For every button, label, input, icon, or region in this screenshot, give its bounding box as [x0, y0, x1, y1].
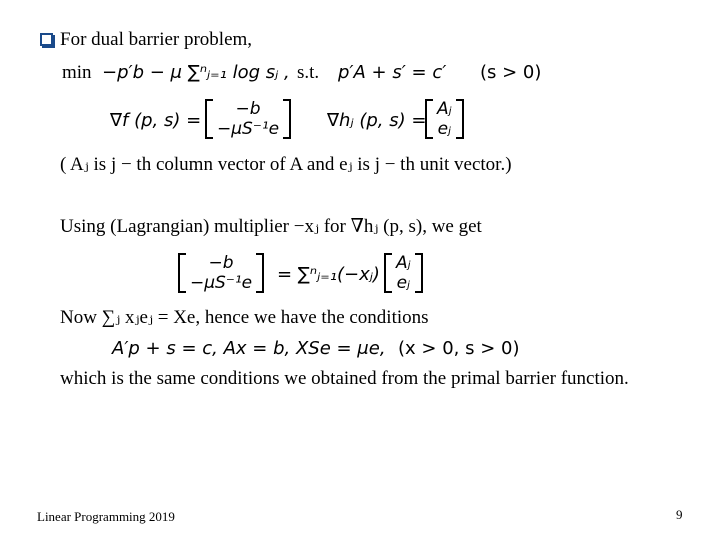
footer-course: Linear Programming 2019	[37, 509, 175, 524]
equation-lhs-matrix	[178, 253, 264, 293]
objective-min: min	[62, 62, 92, 83]
constraint-condition: (s > 0)	[480, 62, 542, 83]
grad-h-lhs: ∇hⱼ (p, s) =	[327, 110, 427, 131]
grad-h-entry-top: Aⱼ	[437, 99, 452, 119]
equation-lhs-bottom: −μS⁻¹e	[190, 273, 253, 293]
conditions-domain: (x > 0, s > 0)	[398, 338, 520, 359]
equation-rhs-matrix	[384, 253, 423, 293]
conditions-line: A′p + s = c, Ax = b, XSe = μe,	[112, 338, 386, 359]
equation-rhs-top: Aⱼ	[396, 253, 411, 273]
equation-rhs-bottom: eⱼ	[396, 273, 411, 293]
page-number: 9	[676, 507, 683, 522]
now-line: Now ∑ⱼ xⱼeⱼ = Xe, hence we have the conditions	[60, 307, 429, 328]
multiplier-line: Using (Lagrangian) multiplier −xⱼ for ∇hⱼ (p, s), we get	[60, 216, 482, 237]
grad-f-matrix	[205, 99, 291, 139]
grad-f-entry-bottom: −μS⁻¹e	[217, 119, 280, 139]
bullet-text: For dual barrier problem,	[60, 29, 253, 50]
closing-line: which is the same conditions we obtained from the primal barrier function.	[60, 368, 629, 389]
objective-expression: −p′b − μ ∑ⁿⱼ₌₁ log sⱼ ,	[102, 62, 290, 83]
grad-h-matrix	[425, 99, 464, 139]
equation-middle: = ∑ⁿⱼ₌₁(−xⱼ)	[277, 264, 380, 285]
grad-h-entry-bottom: eⱼ	[437, 119, 452, 139]
constraint-expression: p′A + s′ = c′	[338, 62, 447, 83]
note-line: ( Aⱼ is j − th column vector of A and eⱼ is j − th unit vector.)	[60, 154, 512, 175]
equation-lhs-top: −b	[208, 253, 234, 273]
checkbox-bullet-icon	[40, 33, 53, 46]
grad-f-lhs: ∇f (p, s) =	[110, 110, 202, 131]
subject-to-label: s.t.	[297, 62, 320, 83]
grad-f-entry-top: −b	[235, 99, 261, 119]
